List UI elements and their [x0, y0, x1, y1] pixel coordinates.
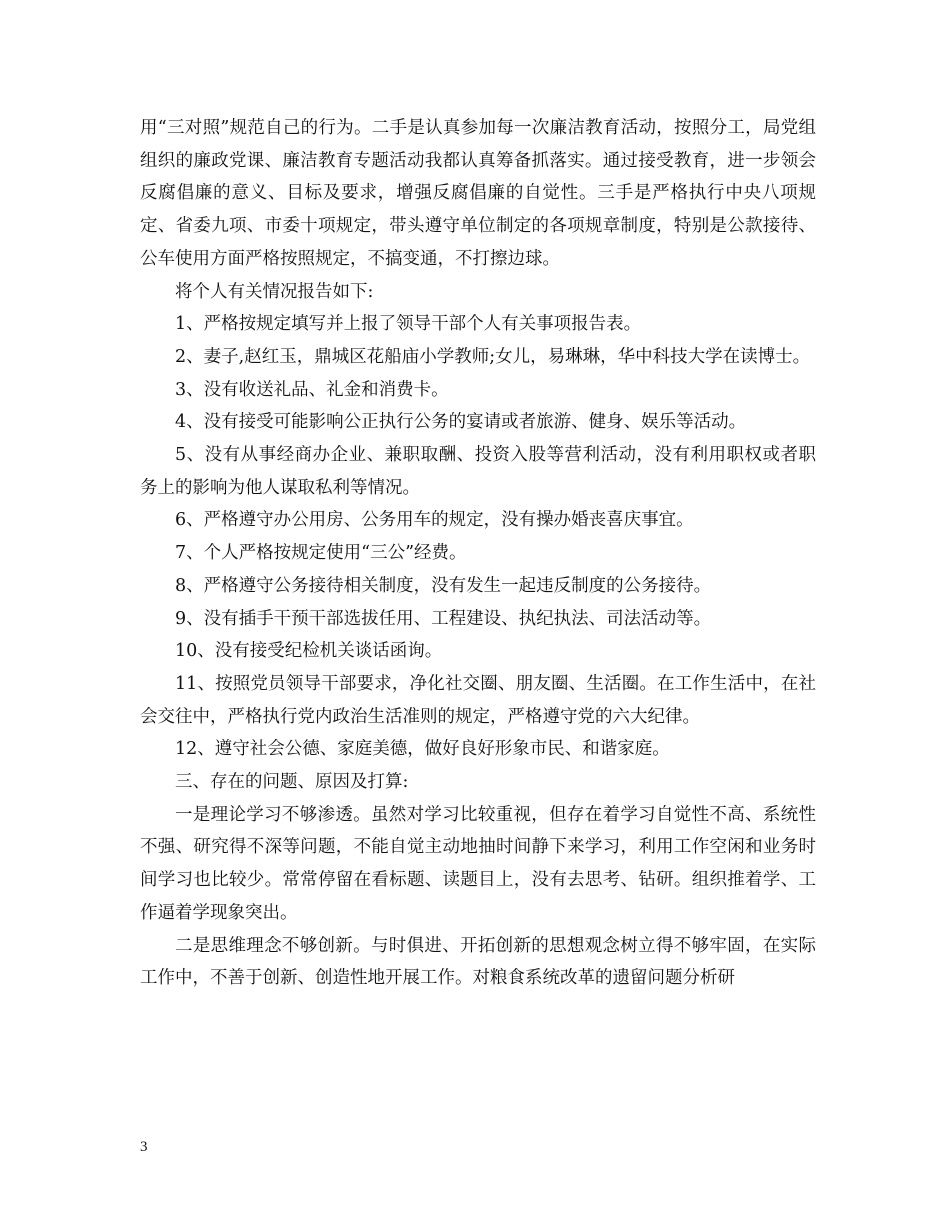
- paragraph: 4、没有接受可能影响公正执行公务的宴请或者旅游、健身、娱乐等活动。: [175, 412, 747, 433]
- paragraph: 8、严格遵守公务接待相关制度，没有发生一起违反制度的公务接待。: [175, 575, 712, 596]
- paragraph: 三、存在的问题、原因及打算:: [175, 772, 409, 793]
- paragraph: 二是思维理念不够创新。与时俱进、开拓创新的思想观念树立得不够牢固，在实际工作中，不善于创新、创造性地开展工作。对粮食系统改革的遗留问题分析研: [140, 935, 816, 989]
- paragraph: 5、没有从事经商办企业、兼职取酬、投资入股等营利活动，没有利用职权或者职务上的影响为他人谋取私利等情况。: [140, 445, 816, 498]
- paragraph: 1、严格按规定填写并上报了领导干部个人有关事项报告表。: [175, 314, 642, 335]
- document-body: [140, 112, 816, 995]
- paragraph: 一是理论学习不够渗透。虽然对学习比较重视，但存在着学习自觉性不高、系统性不强、研究得不深等问题，不能自觉主动地抽时间静下来学习，利用工作空闲和业务时间学习也比较少。常常停留在看标题、读题目上，没有去思考、钻研。组织推着学、工作逼着学现象突出。: [140, 804, 816, 923]
- paragraph: 将个人有关情况报告如下:: [175, 281, 374, 302]
- paragraph: 用“三对照”规范自己的行为。二手是认真参加每一次廉洁教育活动，按照分工，局党组组织的廉政党课、廉洁教育专题活动我都认真筹备抓落实。通过接受教育，进一步领会反腐倡廉的意义、目标及要求，增强反腐倡廉的自觉性。三手是严格执行中央八项规定、省委九项、市委十项规定，带头遵守单位制定的各项规章制度，特别是公款接待、公车使用方面严格按照规定，不搞变通，不打擦边球。: [140, 118, 816, 269]
- paragraph: 3、没有收送礼品、礼金和消费卡。: [175, 379, 449, 400]
- paragraph: 12、遵守社会公德、家庭美德，做好良好形象市民、和谐家庭。: [175, 739, 670, 760]
- paragraph: 6、严格遵守办公用房、公务用车的规定，没有操办婚丧喜庆事宜。: [175, 510, 694, 531]
- page-number: 3: [140, 1139, 148, 1155]
- paragraph: 11、按照党员领导干部要求，净化社交圈、朋友圈、生活圈。在工作生活中，在社会交往中，严格执行党内政治生活准则的规定，严格遵守党的六大纪律。: [140, 673, 816, 727]
- paragraph: 9、没有插手干预干部选拔任用、工程建设、执纪执法、司法活动等。: [175, 608, 712, 629]
- paragraph: 2、妻子,赵红玉，鼎城区花船庙小学教师;女儿，易琳琳，华中科技大学在读博士。: [175, 346, 811, 367]
- paragraph: 10、没有接受纪检机关谈话函询。: [175, 641, 443, 662]
- paragraph: 7、个人严格按规定使用“三公”经费。: [175, 543, 467, 564]
